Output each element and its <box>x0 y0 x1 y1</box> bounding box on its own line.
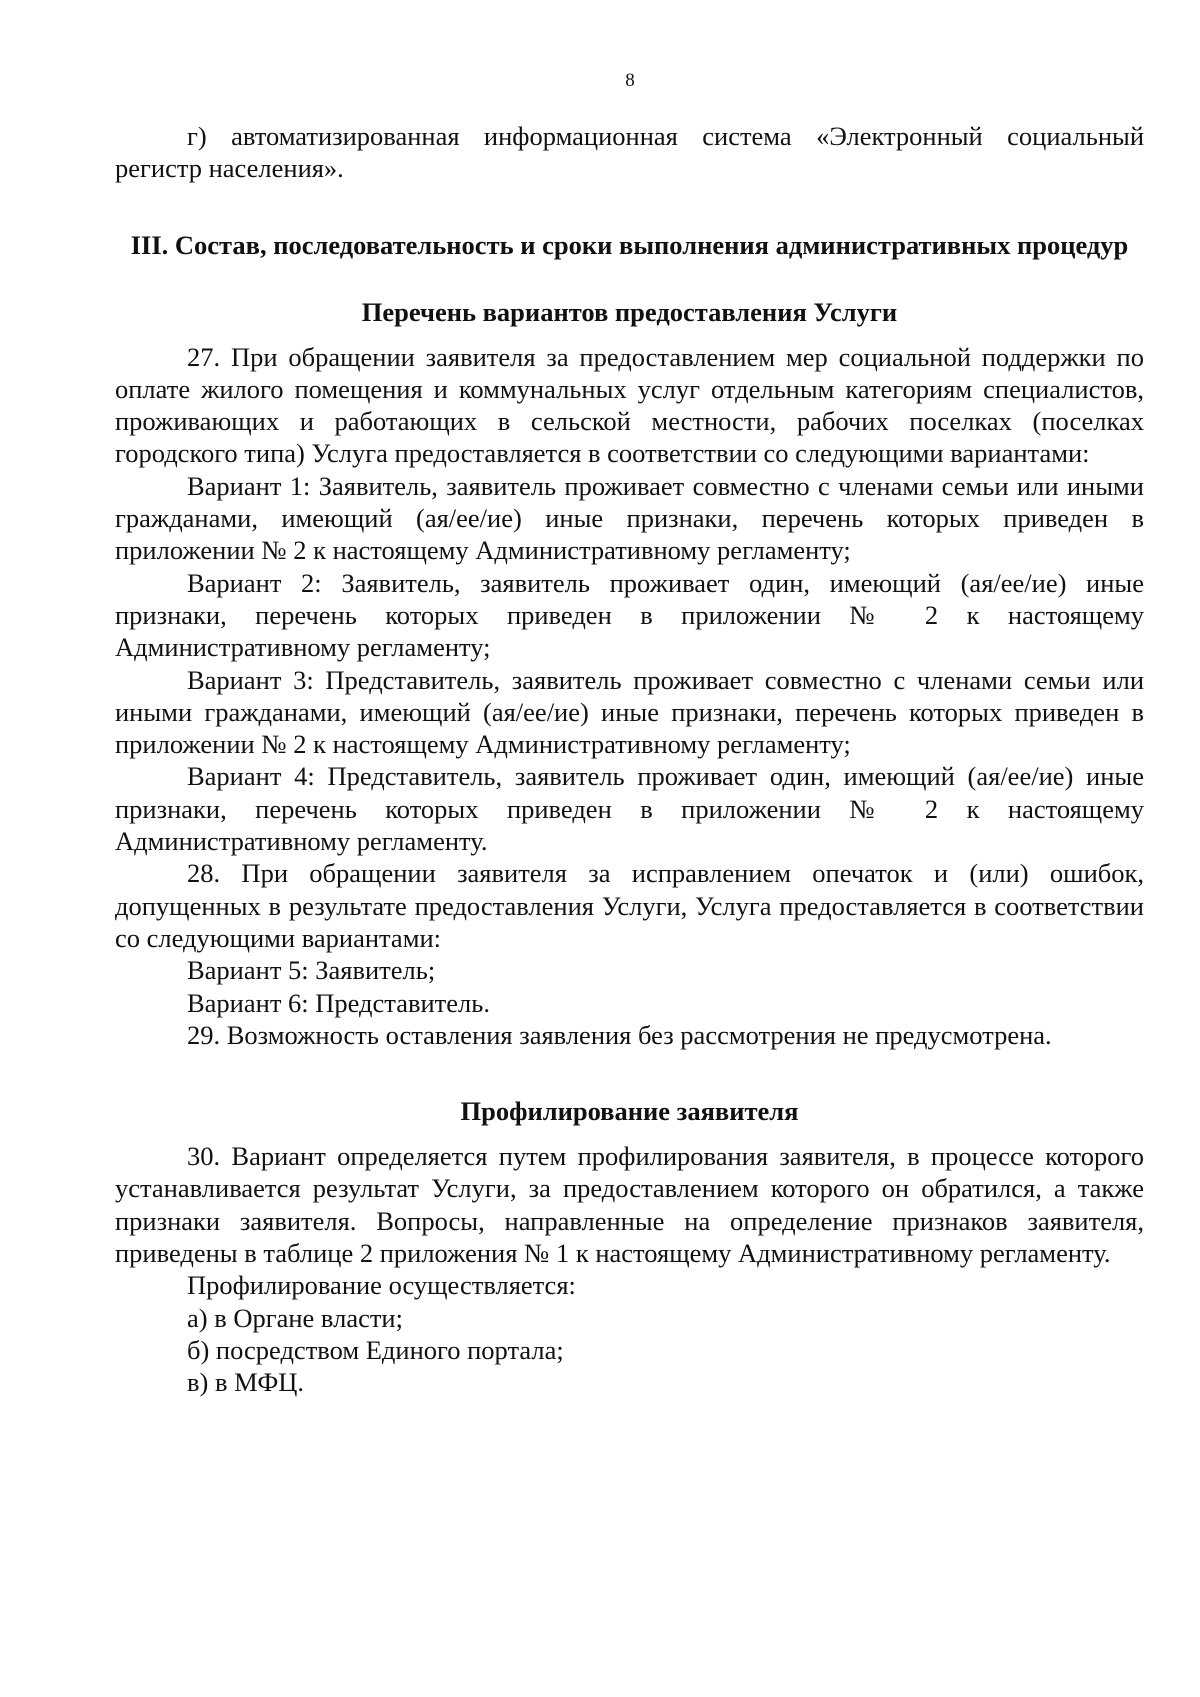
variant-6: Вариант 6: Представитель. <box>187 987 490 1018</box>
subheading-profiling: Профилирование заявителя <box>460 1096 799 1127</box>
variant-1: Вариант 1: Заявитель, заявитель проживает совместно с членами семьи или иными гражданами, имеющий (ая/ее/ие) иные признаки, перечень которых приведен в приложении № 2 к настоящему Административному регламенту; <box>115 470 1144 566</box>
page-number: 8 <box>625 70 635 91</box>
subheading-variants: Перечень вариантов предоставления Услуги <box>361 296 898 327</box>
profiling-item-b: б) посредством Единого портала; <box>187 1334 564 1365</box>
section-heading: III. Состав, последовательность и сроки выполнения административных процедур <box>130 229 1129 260</box>
variant-4: Вариант 4: Представитель, заявитель проживает один, имеющий (ая/ее/ие) иные признаки, перечень которых приведен в приложении № 2 к настоящему Административному регламенту. <box>115 761 1144 857</box>
profiling-item-a: а) в Органе власти; <box>187 1302 403 1333</box>
paragraph-29: 29. Возможность оставления заявления без рассмотрения не предусмотрена. <box>187 1019 1052 1050</box>
profiling-intro: Профилирование осуществляется: <box>187 1270 576 1301</box>
document-body <box>115 120 1144 1399</box>
variant-2: Вариант 2: Заявитель, заявитель проживает один, имеющий (ая/ее/ие) иные признаки, перечень которых приведен в приложении № 2 к настоящему Административному регламенту; <box>115 567 1144 663</box>
paragraph-30: 30. Вариант определяется путем профилирования заявителя, в процессе которого устанавливается результат Услуги, за предоставлением которого он обратился, а также признаки заявителя. Вопросы, направленные на определение признаков заявителя, приведены в таблице 2 приложения № 1 к настоящему Административному регламенту. <box>115 1141 1144 1269</box>
intro-item-g: г) автоматизированная информационная система «Электронный социальный регистр населения». <box>115 121 1144 184</box>
variant-3: Вариант 3: Представитель, заявитель проживает совместно с членами семьи или иными гражданами, имеющий (ая/ее/ие) иные признаки, перечень которых приведен в приложении № 2 к настоящему Административному регламенту; <box>115 664 1144 760</box>
profiling-item-c: в) в МФЦ. <box>187 1367 305 1398</box>
variant-5: Вариант 5: Заявитель; <box>187 955 436 986</box>
paragraph-27: 27. При обращении заявителя за предоставлением мер социальной поддержки по оплате жилого помещения и коммунальных услуг отдельным категориям специалистов, проживающих и работающих в сельской местности, рабочих поселках (поселках городского типа) Услуга предоставляется в соответствии со следующими вариантами: <box>115 341 1144 469</box>
paragraph-28: 28. При обращении заявителя за исправлением опечаток и (или) ошибок, допущенных в результате предоставления Услуги, Услуга предоставляется в соответствии со следующими вариантами: <box>115 858 1144 953</box>
